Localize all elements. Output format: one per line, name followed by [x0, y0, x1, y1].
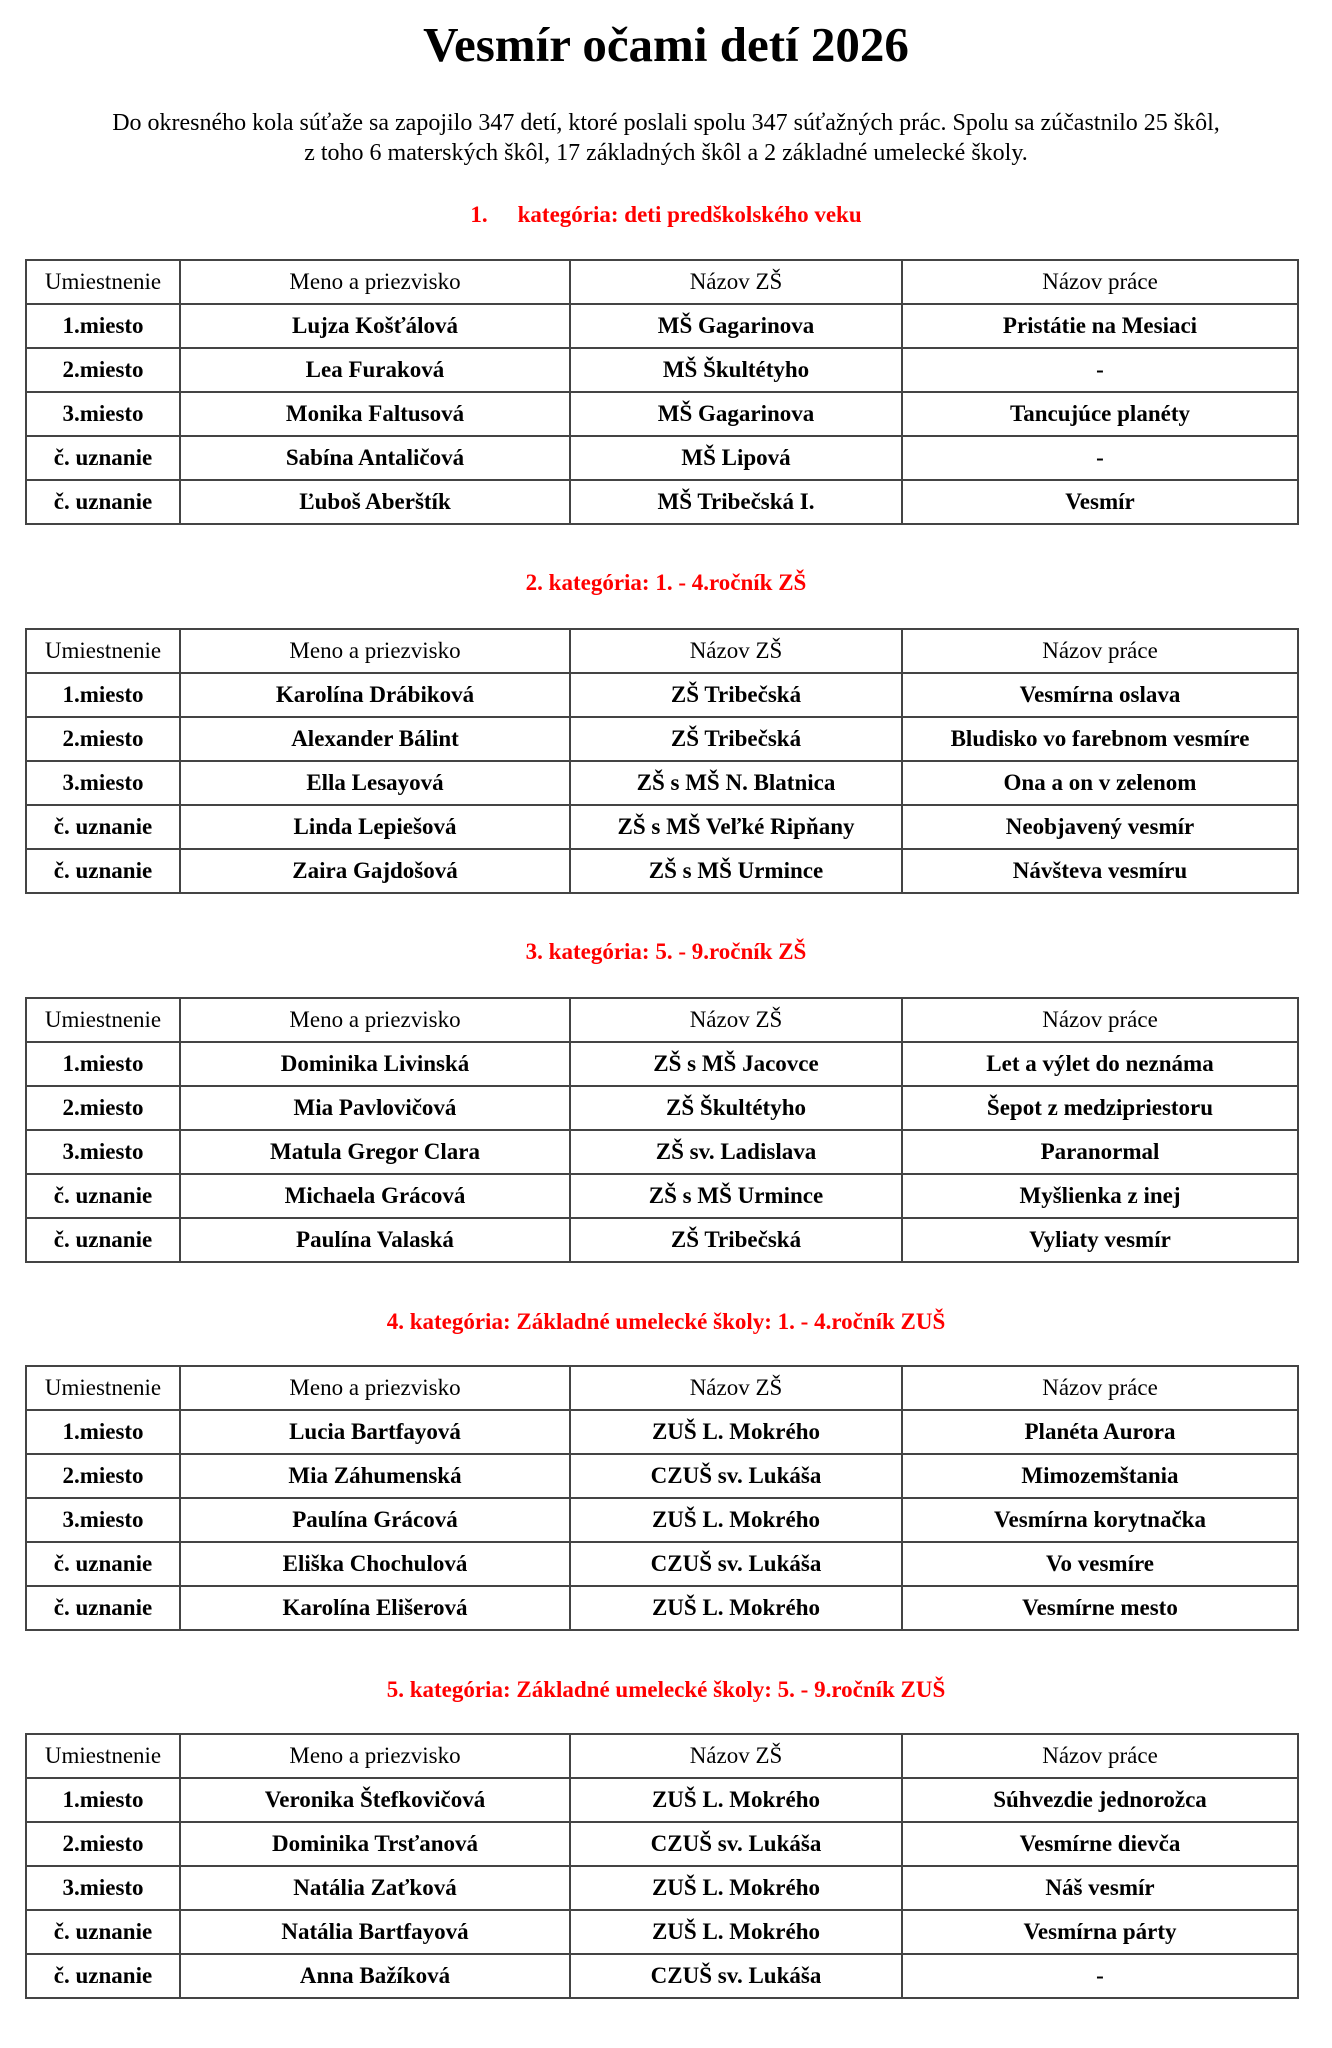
- cell-placement: 3.miesto: [26, 392, 180, 436]
- cell-school: ZŠ s MŠ N. Blatnica: [570, 761, 902, 805]
- column-header-placement: Umiestnenie: [26, 998, 180, 1042]
- column-header-work-title: Názov práce: [902, 998, 1298, 1042]
- column-header-work-title: Názov práce: [902, 1366, 1298, 1410]
- cell-name: Sabína Antaličová: [180, 436, 570, 480]
- cell-work-title: Vesmírne mesto: [902, 1586, 1298, 1630]
- cell-work-title: Pristátie na Mesiaci: [902, 304, 1298, 348]
- cell-placement: č. uznanie: [26, 480, 180, 524]
- cell-name: Lujza Košťálová: [180, 304, 570, 348]
- cell-placement: 3.miesto: [26, 761, 180, 805]
- cell-work-title: Vesmírna korytnačka: [902, 1498, 1298, 1542]
- cell-placement: 1.miesto: [26, 1778, 180, 1822]
- cell-name: Zaira Gajdošová: [180, 849, 570, 893]
- table-header-row: [26, 260, 1298, 304]
- cell-work-title: Šepot z medzipriestoru: [902, 1086, 1298, 1130]
- results-table-category-1: [25, 259, 1299, 525]
- cell-placement: 2.miesto: [26, 1822, 180, 1866]
- cell-work-title: Vesmírna párty: [902, 1910, 1298, 1954]
- table-row: [26, 348, 1298, 392]
- table-row: [26, 717, 1298, 761]
- column-header-school: Názov ZŠ: [570, 1366, 902, 1410]
- cell-school: ZUŠ L. Mokrého: [570, 1498, 902, 1542]
- cell-placement: č. uznanie: [26, 1586, 180, 1630]
- cell-name: Mia Pavlovičová: [180, 1086, 570, 1130]
- table-row: [26, 480, 1298, 524]
- table-row: [26, 436, 1298, 480]
- cell-work-title: Mimozemštania: [902, 1454, 1298, 1498]
- cell-placement: 1.miesto: [26, 1042, 180, 1086]
- cell-school: ZUŠ L. Mokrého: [570, 1910, 902, 1954]
- table-row: [26, 1042, 1298, 1086]
- cell-work-title: Vesmírna oslava: [902, 673, 1298, 717]
- category-heading-4: 4. kategória: Základné umelecké školy: 1. - 4.ročník ZUŠ: [386, 1309, 946, 1334]
- cell-work-title: Myšlienka z inej: [902, 1174, 1298, 1218]
- column-header-name: Meno a priezvisko: [180, 1734, 570, 1778]
- intro-paragraph: [0, 108, 1332, 168]
- column-header-placement: Umiestnenie: [26, 1366, 180, 1410]
- cell-name: Lucia Bartfayová: [180, 1410, 570, 1454]
- column-header-name: Meno a priezvisko: [180, 1366, 570, 1410]
- table-row: [26, 761, 1298, 805]
- cell-work-title: Vesmírne dievča: [902, 1822, 1298, 1866]
- table-row: [26, 1866, 1298, 1910]
- cell-name: Karolína Elišerová: [180, 1586, 570, 1630]
- cell-name: Veronika Štefkovičová: [180, 1778, 570, 1822]
- cell-placement: č. uznanie: [26, 1174, 180, 1218]
- table-row: [26, 1218, 1298, 1262]
- cell-placement: 2.miesto: [26, 1086, 180, 1130]
- cell-name: Natália Bartfayová: [180, 1910, 570, 1954]
- cell-work-title: Let a výlet do neznáma: [902, 1042, 1298, 1086]
- cell-work-title: Neobjavený vesmír: [902, 805, 1298, 849]
- cell-name: Dominika Livinská: [180, 1042, 570, 1086]
- cell-placement: 3.miesto: [26, 1866, 180, 1910]
- cell-work-title: Paranormal: [902, 1130, 1298, 1174]
- category-number: 1.: [470, 202, 488, 227]
- results-table-category-4: [25, 1365, 1299, 1631]
- table-row: [26, 1778, 1298, 1822]
- table-header-row: [26, 1366, 1298, 1410]
- column-header-placement: Umiestnenie: [26, 260, 180, 304]
- cell-name: Matula Gregor Clara: [180, 1130, 570, 1174]
- cell-school: ZUŠ L. Mokrého: [570, 1778, 902, 1822]
- column-header-work-title: Názov práce: [902, 1734, 1298, 1778]
- cell-work-title: Planéta Aurora: [902, 1410, 1298, 1454]
- cell-placement: č. uznanie: [26, 849, 180, 893]
- cell-placement: č. uznanie: [26, 436, 180, 480]
- cell-work-title: -: [902, 436, 1298, 480]
- cell-school: ZŠ Tribečská: [570, 717, 902, 761]
- cell-name: Ella Lesayová: [180, 761, 570, 805]
- results-table-category-3: [25, 997, 1299, 1263]
- table-header-row: [26, 629, 1298, 673]
- cell-school: ZUŠ L. Mokrého: [570, 1866, 902, 1910]
- cell-school: CZUŠ sv. Lukáša: [570, 1954, 902, 1998]
- cell-name: Lea Furaková: [180, 348, 570, 392]
- cell-placement: č. uznanie: [26, 805, 180, 849]
- cell-school: MŠ Škultétyho: [570, 348, 902, 392]
- table-row: [26, 1410, 1298, 1454]
- column-header-placement: Umiestnenie: [26, 629, 180, 673]
- cell-work-title: Náš vesmír: [902, 1866, 1298, 1910]
- table-row: [26, 1174, 1298, 1218]
- table-row: [26, 1086, 1298, 1130]
- table-row: [26, 805, 1298, 849]
- cell-placement: 3.miesto: [26, 1130, 180, 1174]
- cell-school: MŠ Gagarinova: [570, 392, 902, 436]
- cell-placement: 2.miesto: [26, 1454, 180, 1498]
- cell-name: Anna Bažíková: [180, 1954, 570, 1998]
- table-row: [26, 1822, 1298, 1866]
- cell-school: CZUŠ sv. Lukáša: [570, 1822, 902, 1866]
- cell-work-title: Vesmír: [902, 480, 1298, 524]
- cell-placement: č. uznanie: [26, 1954, 180, 1998]
- table-row: [26, 673, 1298, 717]
- category-label: kategória: deti predškolského veku: [517, 202, 862, 227]
- table-row: [26, 1586, 1298, 1630]
- cell-placement: 1.miesto: [26, 304, 180, 348]
- cell-school: ZŠ Tribečská: [570, 1218, 902, 1262]
- cell-work-title: -: [902, 1954, 1298, 1998]
- cell-name: Linda Lepiešová: [180, 805, 570, 849]
- table-row: [26, 849, 1298, 893]
- cell-work-title: Bludisko vo farebnom vesmíre: [902, 717, 1298, 761]
- cell-placement: 2.miesto: [26, 717, 180, 761]
- table-header-row: [26, 998, 1298, 1042]
- cell-work-title: Vyliaty vesmír: [902, 1218, 1298, 1262]
- cell-school: CZUŠ sv. Lukáša: [570, 1542, 902, 1586]
- cell-school: ZŠ s MŠ Jacovce: [570, 1042, 902, 1086]
- cell-school: CZUŠ sv. Lukáša: [570, 1454, 902, 1498]
- table-row: [26, 1954, 1298, 1998]
- cell-school: ZŠ s MŠ Veľké Ripňany: [570, 805, 902, 849]
- cell-work-title: -: [902, 348, 1298, 392]
- results-table-category-5: [25, 1733, 1299, 1999]
- cell-school: MŠ Lipová: [570, 436, 902, 480]
- cell-school: MŠ Tribečská I.: [570, 480, 902, 524]
- table-row: [26, 1542, 1298, 1586]
- category-heading-2: 2. kategória: 1. - 4.ročník ZŠ: [525, 570, 807, 595]
- cell-name: Dominika Trsťanová: [180, 1822, 570, 1866]
- cell-work-title: Tancujúce planéty: [902, 392, 1298, 436]
- cell-work-title: Ona a on v zelenom: [902, 761, 1298, 805]
- column-header-school: Názov ZŠ: [570, 629, 902, 673]
- cell-placement: 1.miesto: [26, 1410, 180, 1454]
- column-header-placement: Umiestnenie: [26, 1734, 180, 1778]
- column-header-school: Názov ZŠ: [570, 998, 902, 1042]
- column-header-work-title: Názov práce: [902, 260, 1298, 304]
- table-row: [26, 1130, 1298, 1174]
- cell-name: Paulína Grácová: [180, 1498, 570, 1542]
- cell-placement: č. uznanie: [26, 1218, 180, 1262]
- cell-placement: č. uznanie: [26, 1910, 180, 1954]
- cell-placement: 2.miesto: [26, 348, 180, 392]
- cell-name: Eliška Chochulová: [180, 1542, 570, 1586]
- cell-name: Mia Záhumenská: [180, 1454, 570, 1498]
- cell-work-title: Súhvezdie jednorožca: [902, 1778, 1298, 1822]
- cell-name: Paulína Valaská: [180, 1218, 570, 1262]
- cell-work-title: Vo vesmíre: [902, 1542, 1298, 1586]
- column-header-name: Meno a priezvisko: [180, 629, 570, 673]
- column-header-school: Názov ZŠ: [570, 1734, 902, 1778]
- cell-placement: 3.miesto: [26, 1498, 180, 1542]
- cell-name: Alexander Bálint: [180, 717, 570, 761]
- table-row: [26, 392, 1298, 436]
- cell-school: ZŠ Tribečská: [570, 673, 902, 717]
- cell-name: Karolína Drábiková: [180, 673, 570, 717]
- column-header-name: Meno a priezvisko: [180, 998, 570, 1042]
- cell-school: ZŠ s MŠ Urmince: [570, 1174, 902, 1218]
- table-row: [26, 304, 1298, 348]
- cell-school: ZŠ sv. Ladislava: [570, 1130, 902, 1174]
- cell-name: Natália Zaťková: [180, 1866, 570, 1910]
- intro-line-2: z toho 6 materských škôl, 17 základných škôl a 2 základné umelecké školy.: [304, 140, 1028, 166]
- cell-work-title: Návšteva vesmíru: [902, 849, 1298, 893]
- cell-placement: 1.miesto: [26, 673, 180, 717]
- category-heading-5: 5. kategória: Základné umelecké školy: 5. - 9.ročník ZUŠ: [386, 1677, 946, 1702]
- table-header-row: [26, 1734, 1298, 1778]
- cell-school: MŠ Gagarinova: [570, 304, 902, 348]
- table-row: [26, 1498, 1298, 1542]
- results-table-category-2: [25, 628, 1299, 894]
- table-row: [26, 1910, 1298, 1954]
- cell-school: ZŠ Škultétyho: [570, 1086, 902, 1130]
- cell-school: ZUŠ L. Mokrého: [570, 1410, 902, 1454]
- intro-line-1: Do okresného kola súťaže sa zapojilo 347 detí, ktoré poslali spolu 347 súťažných prác. Spolu sa zúčastnilo 25 škôl,: [112, 110, 1220, 136]
- column-header-school: Názov ZŠ: [570, 260, 902, 304]
- cell-name: Michaela Grácová: [180, 1174, 570, 1218]
- cell-name: Monika Faltusová: [180, 392, 570, 436]
- column-header-name: Meno a priezvisko: [180, 260, 570, 304]
- table-row: [26, 1454, 1298, 1498]
- category-heading-1: [0, 200, 1332, 230]
- cell-placement: č. uznanie: [26, 1542, 180, 1586]
- cell-school: ZŠ s MŠ Urmince: [570, 849, 902, 893]
- column-header-work-title: Názov práce: [902, 629, 1298, 673]
- cell-school: ZUŠ L. Mokrého: [570, 1586, 902, 1630]
- category-heading-3: 3. kategória: 5. - 9.ročník ZŠ: [525, 939, 807, 964]
- page-title: Vesmír očami detí 2026: [423, 17, 909, 72]
- cell-name: Ľuboš Aberštík: [180, 480, 570, 524]
